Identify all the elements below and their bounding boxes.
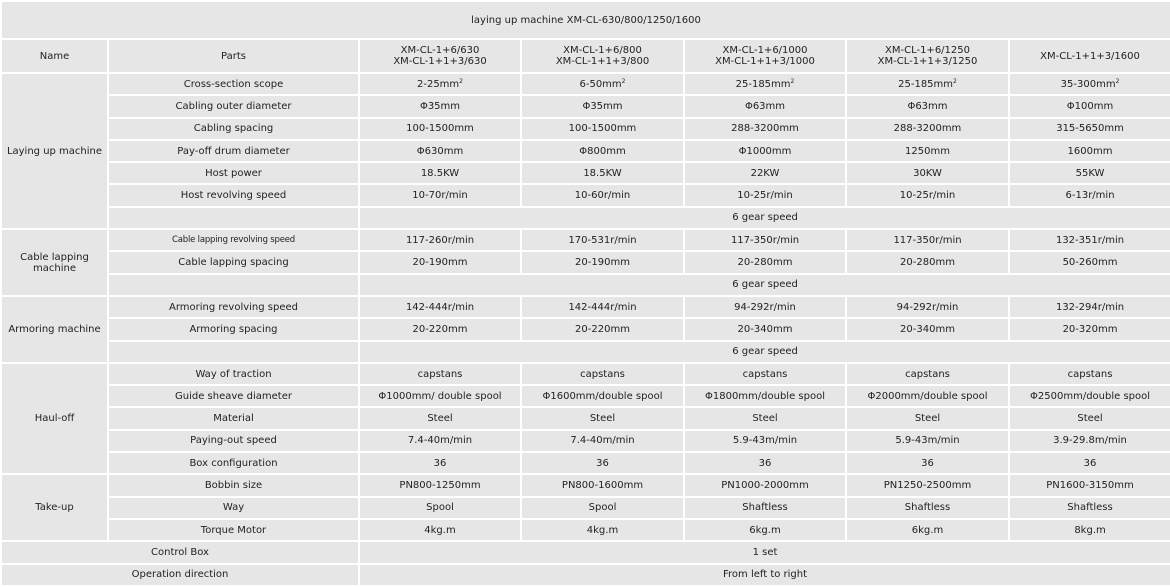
- value-cell: [1009, 519, 1170, 541]
- part-label: [108, 207, 359, 229]
- table-row: [1, 474, 1170, 496]
- value-text: capstans: [417, 368, 463, 380]
- value-text: 36: [758, 457, 772, 469]
- value-text: PN800-1600mm: [561, 479, 644, 491]
- value-cell: [521, 430, 684, 452]
- value-text: 18.5KW: [583, 167, 622, 179]
- value-text: 36: [433, 457, 447, 469]
- value-text: 30KW: [913, 167, 942, 179]
- part-label: Box configuration: [108, 452, 359, 474]
- part-label: Torque Motor: [108, 519, 359, 541]
- value-cell: [521, 296, 684, 318]
- table-row: [1, 207, 1170, 229]
- value-cell: [684, 140, 846, 162]
- value-cell: [684, 474, 846, 496]
- part-label: Cable lapping revolving speed: [108, 229, 359, 251]
- value-cell: [684, 318, 846, 340]
- table-row: [1, 407, 1170, 429]
- section-name: Haul-off: [1, 363, 108, 474]
- value-cell: [521, 407, 684, 429]
- value-cell: [1009, 430, 1170, 452]
- table-row: [1, 363, 1170, 385]
- value-cell: [684, 385, 846, 407]
- value-text: 8kg.m: [1074, 524, 1106, 536]
- value-text: Spool: [588, 502, 617, 514]
- value-text: 4kg.m: [586, 524, 619, 536]
- value-text: 10-25r/min: [899, 190, 956, 202]
- value-text: Φ1000mm/ double spool: [378, 390, 502, 402]
- value-cell: [359, 251, 521, 273]
- value-text: 5.9-43m/min: [732, 435, 798, 447]
- section-name: Laying up machine: [1, 73, 108, 229]
- table-row: [1, 162, 1170, 184]
- value-cell: [521, 140, 684, 162]
- value-text: Φ2000mm/double spool: [867, 390, 988, 402]
- part-label: [108, 274, 359, 296]
- value-cell: [359, 229, 521, 251]
- value-text: Φ35mm: [582, 100, 623, 112]
- footer-row: [1, 564, 1170, 586]
- value-cell: [521, 497, 684, 519]
- value-cell: [359, 318, 521, 340]
- value-cell: [359, 296, 521, 318]
- value-cell: [1009, 73, 1170, 95]
- value-cell: [359, 497, 521, 519]
- footer-value: 1 set: [359, 541, 1170, 563]
- value-cell: [846, 497, 1009, 519]
- value-text: 117-350r/min: [893, 234, 962, 246]
- value-text: 20-340mm: [737, 323, 793, 335]
- value-cell: [1009, 474, 1170, 496]
- value-cell: [846, 474, 1009, 496]
- value-text: 7.4-40m/min: [570, 435, 635, 447]
- value-text: capstans: [905, 368, 950, 380]
- value-text: Steel: [752, 413, 778, 425]
- part-label: Armoring revolving speed: [108, 296, 359, 318]
- value-text: 6-50mm: [579, 78, 622, 90]
- value-cell: [684, 118, 846, 140]
- value-cell: [1009, 184, 1170, 206]
- value-text: Φ63mm: [744, 100, 786, 112]
- value-text: 10-70r/min: [412, 190, 468, 202]
- value-text: 4kg.m: [424, 524, 456, 536]
- value-cell: [1009, 497, 1170, 519]
- value-cell: [846, 407, 1009, 429]
- value-cell: [684, 452, 846, 474]
- value-cell: [846, 95, 1009, 117]
- value-text: 132-351r/min: [1055, 234, 1125, 246]
- value-text: Φ63mm: [907, 100, 948, 112]
- value-text: PN1600-3150mm: [1046, 479, 1134, 491]
- value-cell: [684, 229, 846, 251]
- header-model-1: XM-CL-1+6/630 XM-CL-1+1+3/630: [359, 39, 521, 73]
- value-text: Φ100mm: [1066, 100, 1114, 112]
- header-model-2: XM-CL-1+6/800 XM-CL-1+1+3/800: [521, 39, 684, 73]
- part-label: Cross-section scope: [108, 73, 359, 95]
- table-row: [1, 430, 1170, 452]
- value-text: capstans: [1067, 368, 1113, 380]
- value-cell: [684, 73, 846, 95]
- value-cell: [846, 229, 1009, 251]
- value-text: 25-185mm: [898, 78, 954, 90]
- value-cell: [359, 162, 521, 184]
- value-text: Steel: [914, 413, 941, 425]
- value-text: 55KW: [1075, 167, 1105, 179]
- value-text: 288-3200mm: [893, 123, 962, 135]
- table-row: [1, 341, 1170, 363]
- value-cell: [846, 519, 1009, 541]
- value-text: 100-1500mm: [568, 123, 637, 135]
- value-text: 20-190mm: [575, 257, 630, 269]
- value-text: 5.9-43m/min: [895, 435, 960, 447]
- part-label: Armoring spacing: [108, 318, 359, 340]
- value-cell: [846, 385, 1009, 407]
- header-name: Name: [1, 39, 108, 73]
- span-note: 6 gear speed: [359, 274, 1170, 296]
- value-cell: [846, 118, 1009, 140]
- value-cell: [846, 430, 1009, 452]
- part-label: Material: [108, 407, 359, 429]
- value-cell: [684, 296, 846, 318]
- value-text: 18.5KW: [420, 167, 460, 179]
- value-text: Steel: [1077, 413, 1103, 425]
- value-text: 3.9-29.8m/min: [1053, 435, 1127, 447]
- value-text: 36: [1083, 457, 1097, 469]
- value-cell: [1009, 251, 1170, 273]
- value-cell: [1009, 452, 1170, 474]
- value-text: 25-185mm: [735, 78, 791, 90]
- value-cell: [359, 474, 521, 496]
- value-text: 7.4-40m/min: [407, 435, 473, 447]
- header-parts: Parts: [108, 39, 359, 73]
- part-label: Pay-off drum diameter: [108, 140, 359, 162]
- superscript: 2: [459, 77, 463, 85]
- section-name: Armoring machine: [1, 296, 108, 363]
- value-text: 20-220mm: [575, 323, 630, 335]
- part-label: Cabling spacing: [108, 118, 359, 140]
- header-model-5: XM-CL-1+1+3/1600: [1009, 39, 1170, 73]
- value-cell: [359, 452, 521, 474]
- value-text: 10-60r/min: [574, 190, 631, 202]
- value-text: 117-350r/min: [730, 234, 800, 246]
- footer-value: From left to right: [359, 564, 1170, 586]
- value-cell: [684, 407, 846, 429]
- value-text: 1600mm: [1067, 145, 1113, 157]
- part-label: Guide sheave diameter: [108, 385, 359, 407]
- value-cell: [1009, 363, 1170, 385]
- value-cell: [684, 519, 846, 541]
- value-cell: [1009, 95, 1170, 117]
- value-text: 142-444r/min: [405, 301, 475, 313]
- part-label: Cable lapping spacing: [108, 251, 359, 273]
- value-cell: [521, 519, 684, 541]
- value-cell: [1009, 140, 1170, 162]
- header-row: [1, 39, 1170, 73]
- value-cell: [684, 430, 846, 452]
- table-row: [1, 452, 1170, 474]
- value-text: 288-3200mm: [731, 123, 799, 135]
- value-text: 36: [921, 457, 934, 469]
- value-text: 94-292r/min: [896, 301, 959, 313]
- value-text: 35-300mm: [1060, 78, 1116, 90]
- table-row: [1, 274, 1170, 296]
- value-text: Shaftless: [904, 502, 951, 514]
- value-text: 117-260r/min: [405, 234, 475, 246]
- value-cell: [521, 73, 684, 95]
- value-cell: [1009, 162, 1170, 184]
- value-cell: [1009, 118, 1170, 140]
- value-cell: [359, 519, 521, 541]
- value-cell: [359, 430, 521, 452]
- value-text: Φ2500mm/double spool: [1030, 390, 1151, 402]
- value-cell: [846, 363, 1009, 385]
- value-text: 20-280mm: [737, 257, 793, 269]
- value-text: 20-320mm: [1062, 323, 1118, 335]
- table-row: [1, 497, 1170, 519]
- value-text: 100-1500mm: [406, 123, 474, 135]
- value-text: 315-5650mm: [1056, 123, 1124, 135]
- part-label: Host power: [108, 162, 359, 184]
- value-cell: [359, 140, 521, 162]
- value-cell: [684, 251, 846, 273]
- table-row: [1, 140, 1170, 162]
- table-row: [1, 296, 1170, 318]
- value-cell: [359, 385, 521, 407]
- part-label: Host revolving speed: [108, 184, 359, 206]
- value-text: Steel: [589, 413, 616, 425]
- value-text: Shaftless: [742, 502, 788, 514]
- value-text: 170-531r/min: [568, 234, 637, 246]
- value-text: Steel: [427, 413, 453, 425]
- superscript: 2: [1115, 77, 1120, 85]
- value-text: 36: [596, 457, 609, 469]
- header-model-3: XM-CL-1+6/1000 XM-CL-1+1+3/1000: [684, 39, 846, 73]
- value-text: Φ1600mm/double spool: [542, 390, 663, 402]
- value-cell: [1009, 407, 1170, 429]
- value-cell: [521, 184, 684, 206]
- footer-label: Control Box: [1, 541, 359, 563]
- part-label: [108, 341, 359, 363]
- value-cell: [684, 497, 846, 519]
- value-cell: [359, 184, 521, 206]
- value-text: 20-220mm: [412, 323, 468, 335]
- value-cell: [521, 95, 684, 117]
- value-text: 94-292r/min: [734, 301, 796, 313]
- value-text: 20-280mm: [900, 257, 955, 269]
- value-cell: [846, 184, 1009, 206]
- footer-row: [1, 541, 1170, 563]
- value-cell: [1009, 229, 1170, 251]
- value-cell: [359, 363, 521, 385]
- value-cell: [521, 251, 684, 273]
- value-text: capstans: [742, 368, 788, 380]
- value-text: PN1000-2000mm: [721, 479, 809, 491]
- value-text: 132-294r/min: [1055, 301, 1125, 313]
- value-text: 10-25r/min: [737, 190, 793, 202]
- value-cell: [684, 162, 846, 184]
- footer-label: Operation direction: [1, 564, 359, 586]
- value-cell: [846, 251, 1009, 273]
- value-text: 142-444r/min: [568, 301, 637, 313]
- value-cell: [359, 407, 521, 429]
- value-text: 22KW: [750, 167, 780, 179]
- value-cell: [1009, 318, 1170, 340]
- table-row: [1, 385, 1170, 407]
- section-name: Take-up: [1, 474, 108, 541]
- table-row: [1, 118, 1170, 140]
- table-row: [1, 73, 1170, 95]
- section-name: Cable lapping machine: [1, 229, 108, 296]
- table-row: [1, 251, 1170, 273]
- value-text: 6kg.m: [749, 524, 781, 536]
- value-cell: [521, 229, 684, 251]
- value-text: 1250mm: [905, 145, 950, 157]
- table-row: [1, 318, 1170, 340]
- value-cell: [521, 474, 684, 496]
- span-note: 6 gear speed: [359, 341, 1170, 363]
- value-cell: [684, 363, 846, 385]
- value-text: 6-13r/min: [1065, 190, 1115, 202]
- value-cell: [359, 95, 521, 117]
- value-text: Φ630mm: [416, 145, 464, 157]
- value-text: 6kg.m: [911, 524, 944, 536]
- value-cell: [359, 73, 521, 95]
- value-cell: [1009, 385, 1170, 407]
- span-note: 6 gear speed: [359, 207, 1170, 229]
- table-row: [1, 229, 1170, 251]
- value-text: 50-260mm: [1062, 257, 1118, 269]
- part-label: Way: [108, 497, 359, 519]
- value-text: PN1250-2500mm: [883, 479, 972, 491]
- part-label: Paying-out speed: [108, 430, 359, 452]
- superscript: 2: [953, 77, 957, 85]
- value-text: Φ800mm: [579, 145, 626, 157]
- superscript: 2: [790, 77, 795, 85]
- value-cell: [521, 363, 684, 385]
- value-cell: [521, 118, 684, 140]
- value-cell: [521, 385, 684, 407]
- value-text: Φ35mm: [419, 100, 461, 112]
- value-cell: [684, 184, 846, 206]
- value-cell: [846, 73, 1009, 95]
- table-row: [1, 519, 1170, 541]
- value-text: 20-190mm: [412, 257, 468, 269]
- part-label: Way of traction: [108, 363, 359, 385]
- part-label: Cabling outer diameter: [108, 95, 359, 117]
- value-text: Spool: [426, 502, 454, 514]
- value-cell: [521, 318, 684, 340]
- value-cell: [846, 452, 1009, 474]
- value-cell: [521, 452, 684, 474]
- part-label: Bobbin size: [108, 474, 359, 496]
- value-text: Shaftless: [1067, 502, 1113, 514]
- superscript: 2: [621, 77, 626, 85]
- value-cell: [684, 95, 846, 117]
- value-text: Φ1000mm: [738, 145, 792, 157]
- table-title: laying up machine XM-CL-630/800/1250/1600: [1, 1, 1170, 39]
- value-text: Φ1800mm/double spool: [704, 390, 825, 402]
- header-model-4: XM-CL-1+6/1250 XM-CL-1+1+3/1250: [846, 39, 1009, 73]
- value-text: capstans: [580, 368, 625, 380]
- value-text: 2-25mm: [416, 78, 460, 90]
- value-text: PN800-1250mm: [399, 479, 481, 491]
- value-cell: [846, 162, 1009, 184]
- value-cell: [359, 118, 521, 140]
- value-cell: [846, 140, 1009, 162]
- value-cell: [846, 296, 1009, 318]
- value-cell: [1009, 296, 1170, 318]
- table-row: [1, 95, 1170, 117]
- value-cell: [846, 318, 1009, 340]
- value-text: 20-340mm: [900, 323, 955, 335]
- value-cell: [521, 162, 684, 184]
- table-row: [1, 184, 1170, 206]
